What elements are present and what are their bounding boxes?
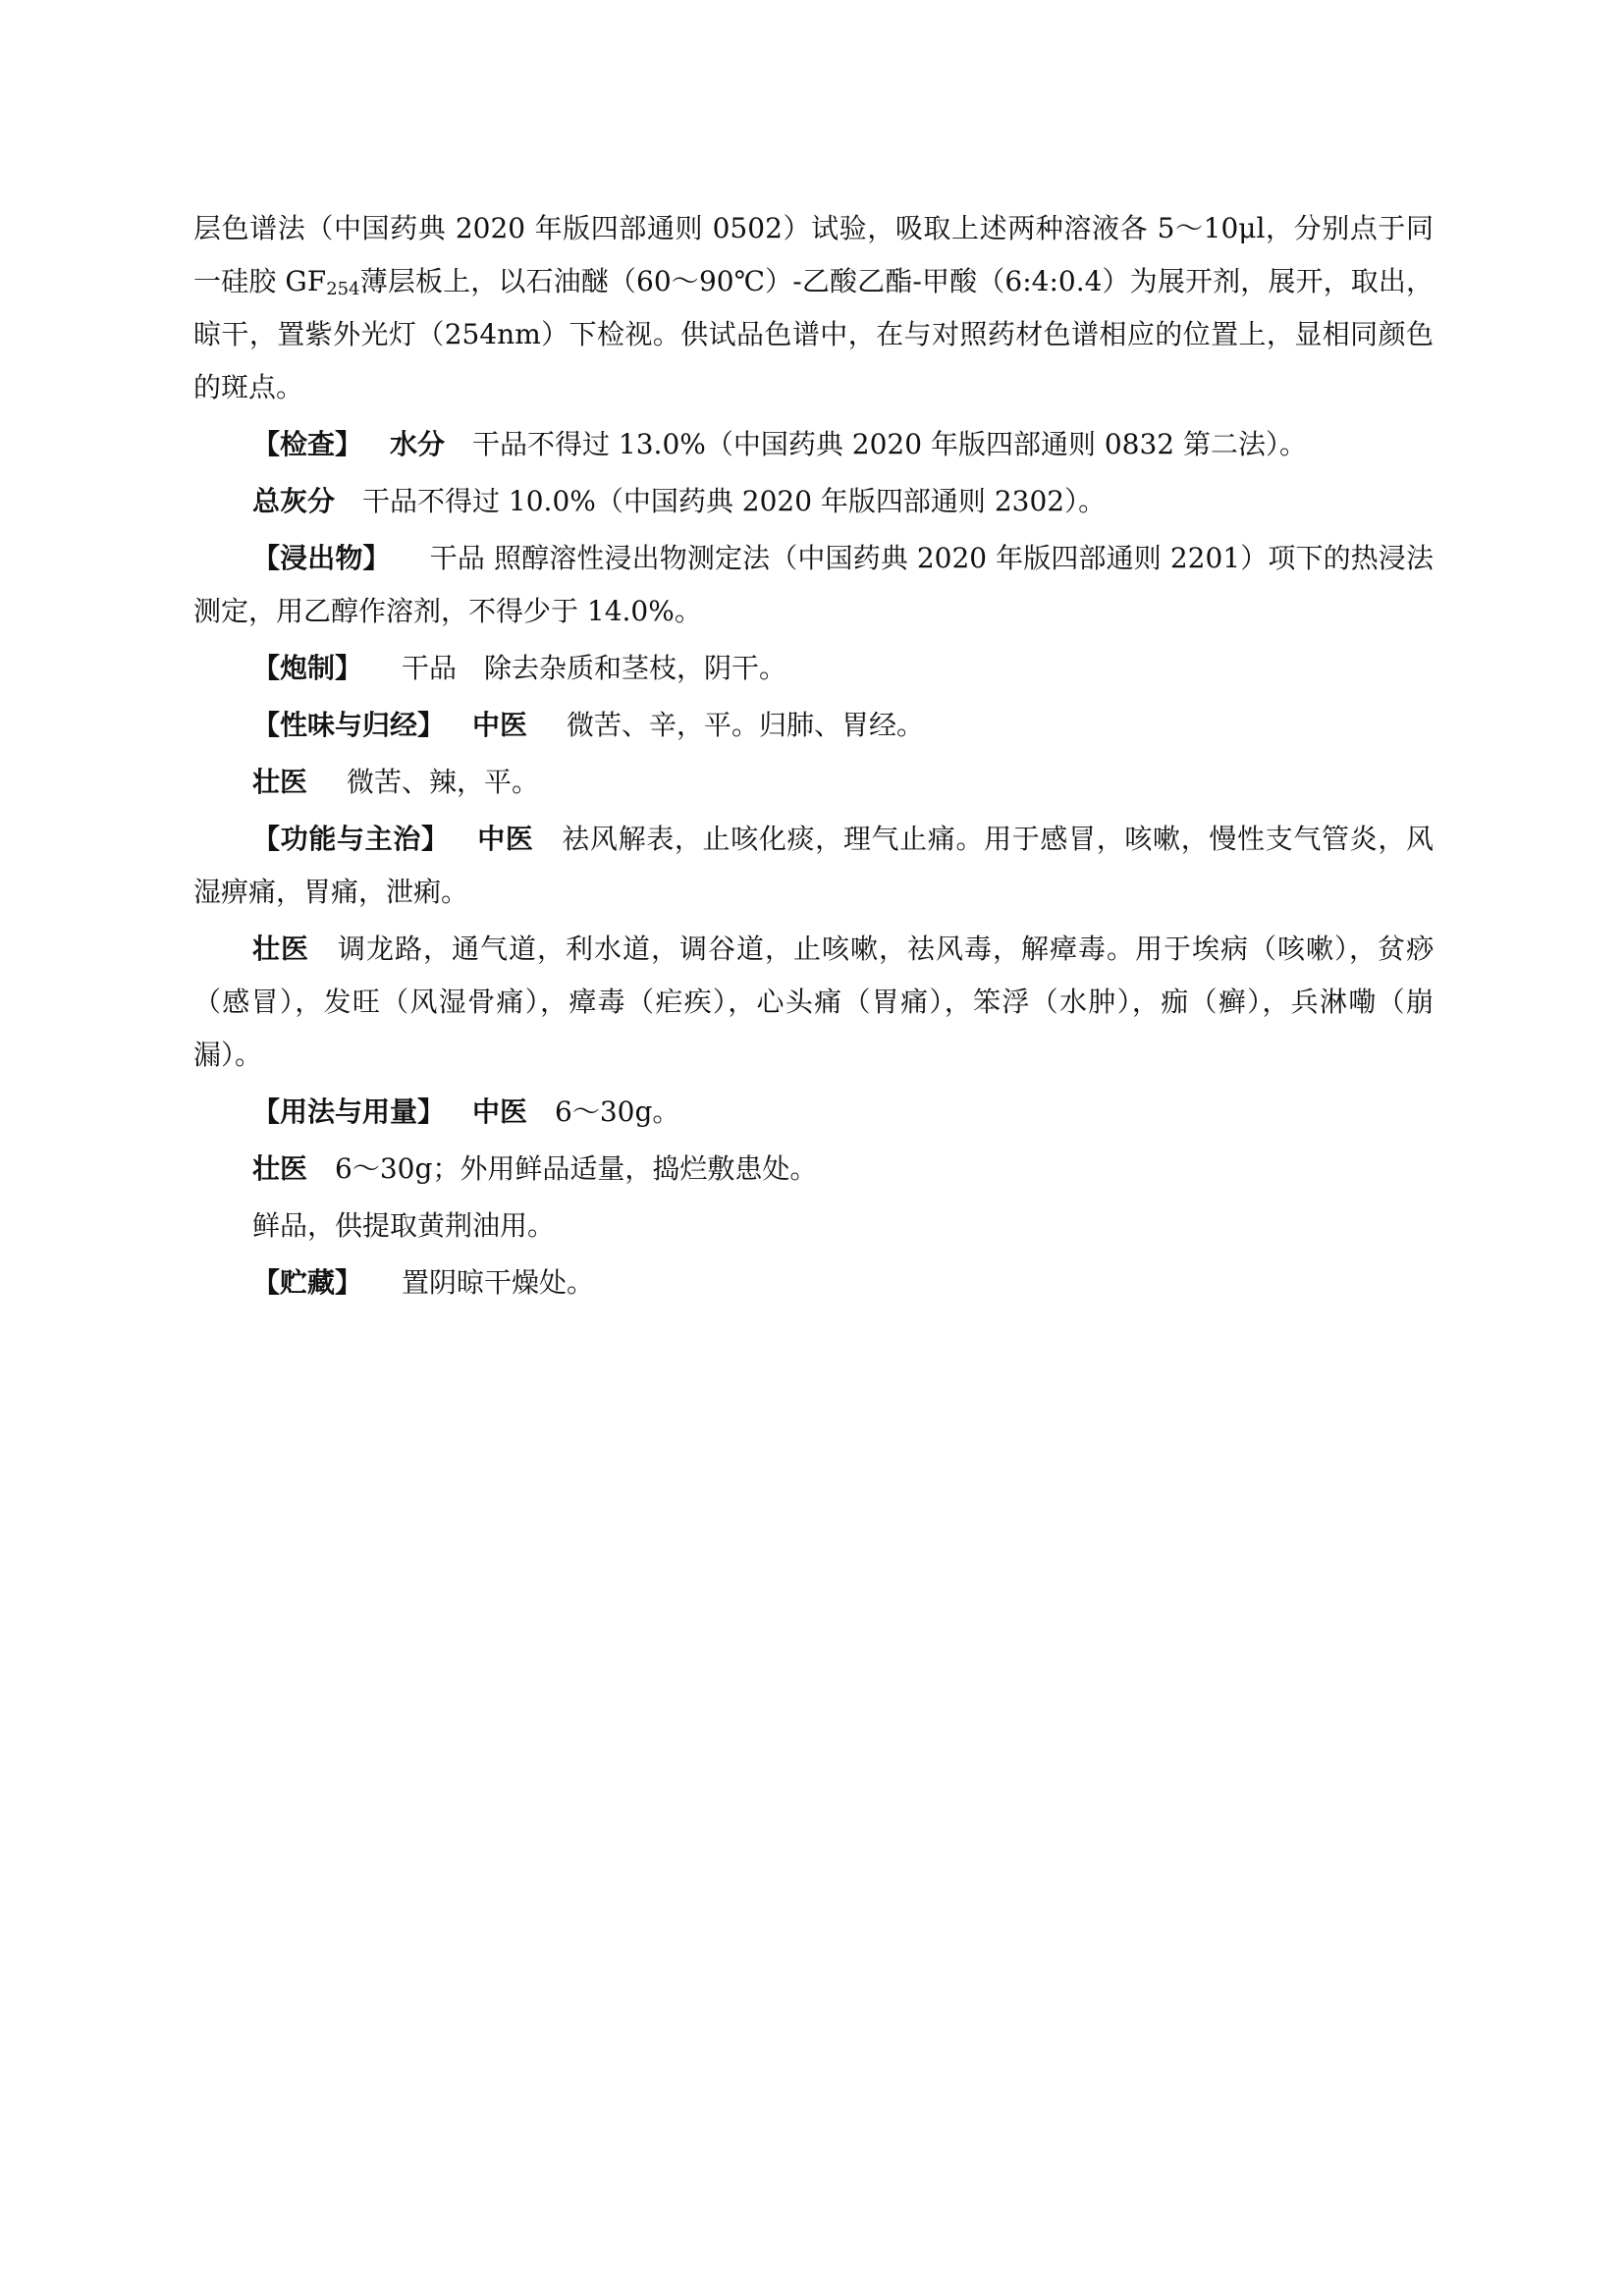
nature-zhuang-label: 壮医 [252, 766, 308, 798]
identification-paragraph [193, 202, 1434, 414]
function-tcm-text: 祛风解表，止咳化痰，理气止痛。用于感冒，咳嗽，慢性支气管炎，风湿痹痛，胃痛，泄痢。 [193, 823, 1434, 908]
dosage-tcm-text: 6～30g。 [555, 1095, 680, 1128]
dosage-heading: 【用法与用量】 [252, 1095, 446, 1128]
moisture-label: 水分 [390, 428, 446, 460]
function-zhuang-paragraph [193, 923, 1434, 1082]
ash-label: 总灰分 [252, 485, 336, 517]
nature-paragraph [193, 699, 1434, 752]
identification-line2: 薄层板上，以石油醚（60～90℃）-乙酸乙酯-甲酸（6:4:0.4）为展开剂，展开，取出，晾干，置紫外光灯（254nm）下检视。供试品色谱中，在与对照药材色谱相应的位置上，显相同颜色的斑点。 [193, 265, 1435, 403]
dosage-zhuang-label: 壮医 [252, 1152, 308, 1185]
ash-paragraph [193, 475, 1434, 528]
processing-paragraph [193, 642, 1434, 695]
inspection-heading: 【检查】 [252, 428, 363, 460]
nature-tcm-text: 微苦、辛，平。归肺、胃经。 [567, 709, 925, 741]
storage-paragraph [193, 1256, 1434, 1309]
nature-zhuang-paragraph [193, 756, 1434, 809]
dosage-tcm-label: 中医 [472, 1095, 528, 1128]
document-body [193, 202, 1434, 1313]
dosage-zhuang-paragraph [193, 1143, 1434, 1196]
moisture-text: 干品不得过 13.0%（中国药典 2020 年版四部通则 0832 第二法）。 [472, 428, 1308, 460]
nature-zhuang-text: 微苦、辣，平。 [347, 766, 540, 798]
extract-heading: 【浸出物】 [252, 542, 391, 574]
nature-heading: 【性味与归经】 [252, 709, 446, 741]
identification-line1: 层色谱法（中国药典 2020 年版四部通则 0502）试验，吸取上述两种溶液各 5～10μl，分别点于同一硅胶 GF [193, 212, 1434, 297]
function-heading: 【功能与主治】 [252, 823, 450, 855]
storage-heading: 【贮藏】 [252, 1266, 363, 1299]
dosage-paragraph [193, 1086, 1434, 1139]
function-zhuang-label: 壮医 [252, 933, 309, 965]
identification-subscript: 254 [326, 279, 360, 299]
function-paragraph [193, 813, 1434, 919]
extract-text: 干品 照醇溶性浸出物测定法（中国药典 2020 年版四部通则 2201）项下的热浸法测定，用乙醇作溶剂，不得少于 14.0%。 [193, 542, 1434, 627]
extract-paragraph [193, 532, 1434, 638]
inspection-paragraph [193, 418, 1434, 471]
ash-text: 干品不得过 10.0%（中国药典 2020 年版四部通则 2302）。 [362, 485, 1107, 517]
function-tcm-label: 中医 [476, 823, 534, 855]
fresh-paragraph [193, 1200, 1434, 1253]
fresh-text: 鲜品，供提取黄荆油用。 [252, 1209, 556, 1242]
dosage-zhuang-text: 6～30g；外用鲜品适量，捣烂敷患处。 [335, 1152, 818, 1185]
nature-tcm-label: 中医 [472, 709, 528, 741]
processing-heading: 【炮制】 [252, 652, 363, 684]
storage-text: 置阴晾干燥处。 [402, 1266, 595, 1299]
processing-text: 干品 除去杂质和茎枝，阴干。 [402, 652, 787, 684]
function-zhuang-text: 调龙路，通气道，利水道，调谷道，止咳嗽，祛风毒，解瘴毒。用于埃病（咳嗽），贫痧（感冒），发旺（风湿骨痛），瘴毒（疟疾），心头痛（胃痛），笨浮（水肿），痂（癣），兵淋嘞（崩漏）。 [193, 933, 1434, 1071]
